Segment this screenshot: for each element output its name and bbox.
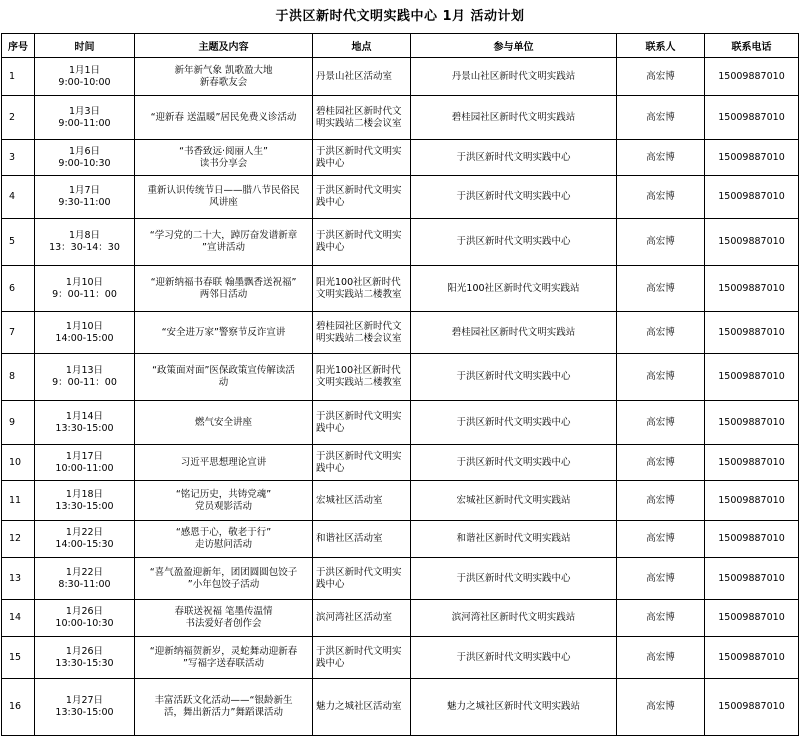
cell-time-line: 9:00-10:30 — [58, 157, 111, 169]
cell-time-line: 1月6日 — [68, 145, 101, 157]
cell-time — [35, 521, 135, 558]
cell-phone: 15009887010 — [705, 266, 799, 312]
cell-time-line: 1月3日 — [68, 105, 101, 117]
cell-theme-line: 习近平思想理论宣讲 — [180, 456, 267, 468]
table-row — [2, 140, 799, 176]
cell-theme — [135, 96, 313, 140]
cell-no: 1 — [2, 58, 35, 96]
cell-org: 丹景山社区新时代文明实践站 — [411, 58, 617, 96]
header-org: 参与单位 — [411, 34, 617, 58]
cell-time-line: 13:30-15:00 — [55, 707, 114, 718]
cell-time-line: 1月10日 — [65, 320, 104, 332]
cell-phone: 15009887010 — [705, 558, 799, 600]
cell-place-line: 和谐社区活动室 — [316, 533, 383, 544]
cell-theme — [135, 521, 313, 558]
cell-contact: 高宏博 — [617, 58, 705, 96]
cell-place-line: 践中心 — [316, 197, 345, 208]
cell-place-line: 践中心 — [316, 462, 345, 474]
cell-no: 10 — [2, 445, 35, 481]
cell-time-line: 8:30-11:00 — [58, 578, 111, 590]
cell-phone: 15009887010 — [705, 401, 799, 445]
table-row — [2, 219, 799, 266]
cell-place-line: 于洪区新时代文明实 — [316, 450, 402, 462]
cell-place — [313, 58, 411, 96]
cell-contact: 高宏博 — [617, 445, 705, 481]
cell-theme-line: ”宣讲活动 — [202, 242, 245, 253]
cell-place — [313, 558, 411, 600]
cell-phone: 15009887010 — [705, 58, 799, 96]
cell-no: 3 — [2, 140, 35, 176]
cell-theme-line: 新年新气象 凯歌盈大地 — [174, 64, 273, 76]
cell-org: 阳光100社区新时代文明实践站 — [411, 266, 617, 312]
cell-theme-line: 党员观影活动 — [194, 500, 252, 512]
cell-no: 14 — [2, 600, 35, 637]
table-row — [2, 401, 799, 445]
cell-time-line: 10:00-11:00 — [55, 462, 114, 474]
cell-theme-line: “学习党的二十大，踔厉奋发谱新章 — [149, 230, 298, 241]
cell-contact: 高宏博 — [617, 558, 705, 600]
cell-place-line: 践中心 — [316, 422, 345, 434]
cell-theme-line: “铭记历史，共铸党魂” — [175, 488, 272, 500]
cell-org: 碧桂园社区新时代文明实践站 — [411, 312, 617, 354]
cell-phone: 15009887010 — [705, 96, 799, 140]
header-phone: 联系电话 — [705, 34, 799, 58]
cell-time — [35, 219, 135, 266]
cell-no: 9 — [2, 401, 35, 445]
cell-time-line: 13:30-15:00 — [55, 422, 114, 434]
cell-place — [313, 637, 411, 679]
cell-time-line: 1月14日 — [65, 410, 104, 422]
cell-time — [35, 401, 135, 445]
cell-contact: 高宏博 — [617, 679, 705, 736]
cell-theme — [135, 266, 313, 312]
activity-table — [1, 33, 799, 736]
cell-time-line: 1月1日 — [68, 64, 101, 76]
cell-theme-line: “书香致远·阅丽人生” — [179, 145, 268, 157]
cell-phone: 15009887010 — [705, 481, 799, 521]
cell-org: 碧桂园社区新时代文明实践站 — [411, 96, 617, 140]
cell-org: 于洪区新时代文明实践中心 — [411, 140, 617, 176]
cell-place-line: 明实践站二楼会议室 — [316, 332, 402, 344]
cell-time — [35, 481, 135, 521]
cell-place-line: 于洪区新时代文明实 — [316, 145, 402, 157]
cell-time-line: 14:00-15:00 — [55, 332, 114, 344]
cell-time — [35, 176, 135, 219]
cell-theme-line: 新春歌友会 — [199, 76, 248, 88]
cell-time-line: 1月18日 — [65, 488, 104, 500]
cell-contact: 高宏博 — [617, 600, 705, 637]
cell-place-line: 阳光100社区新时代 — [316, 365, 401, 376]
cell-no: 13 — [2, 558, 35, 600]
cell-org: 于洪区新时代文明实践中心 — [411, 354, 617, 401]
cell-time-line: 13:30-15:00 — [55, 500, 114, 512]
cell-time-line: 13：30-14：30 — [49, 242, 120, 253]
cell-place-line: 阳光100社区新时代 — [316, 276, 401, 288]
cell-time — [35, 354, 135, 401]
cell-theme — [135, 679, 313, 736]
cell-time — [35, 312, 135, 354]
cell-org: 于洪区新时代文明实践中心 — [411, 637, 617, 679]
cell-theme — [135, 401, 313, 445]
cell-place — [313, 481, 411, 521]
cell-time-line: 1月26日 — [65, 606, 104, 617]
cell-place — [313, 312, 411, 354]
cell-place — [313, 176, 411, 219]
cell-place — [313, 521, 411, 558]
cell-place-line: 于洪区新时代文明实 — [316, 185, 402, 196]
cell-no: 2 — [2, 96, 35, 140]
cell-theme-line: 书法爱好者创作会 — [185, 618, 262, 629]
cell-place-line: 碧桂园社区新时代文 — [316, 320, 402, 332]
cell-place — [313, 679, 411, 736]
cell-time-line: 1月7日 — [68, 185, 101, 196]
table-header-row — [2, 34, 799, 58]
cell-place-line: 碧桂园社区新时代文 — [316, 105, 402, 117]
cell-phone: 15009887010 — [705, 312, 799, 354]
table-row — [2, 445, 799, 481]
cell-contact: 高宏博 — [617, 266, 705, 312]
table-row — [2, 266, 799, 312]
cell-time — [35, 140, 135, 176]
cell-phone: 15009887010 — [705, 354, 799, 401]
cell-org: 于洪区新时代文明实践中心 — [411, 558, 617, 600]
cell-time — [35, 679, 135, 736]
cell-time-line: 14:00-15:30 — [55, 539, 114, 550]
cell-time — [35, 58, 135, 96]
page-title: 于洪区新时代文明实践中心 1月 活动计划 — [275, 9, 525, 24]
cell-phone: 15009887010 — [705, 445, 799, 481]
cell-no: 16 — [2, 679, 35, 736]
cell-time-line: 1月13日 — [65, 365, 104, 376]
cell-time-line: 1月17日 — [65, 450, 104, 462]
cell-time-line: 1月10日 — [65, 276, 104, 288]
cell-time-line: 1月22日 — [65, 527, 104, 538]
cell-theme — [135, 637, 313, 679]
cell-place-line: 践中心 — [316, 242, 345, 253]
cell-theme-line: 春联送祝福 笔墨传温情 — [174, 606, 273, 617]
cell-contact: 高宏博 — [617, 481, 705, 521]
cell-contact: 高宏博 — [617, 401, 705, 445]
cell-org: 滨河湾社区新时代文明实践站 — [411, 600, 617, 637]
cell-theme-line: 重新认识传统节日——腊八节民俗民 — [147, 185, 300, 196]
table-row — [2, 600, 799, 637]
cell-no: 11 — [2, 481, 35, 521]
cell-theme-line: ”写福字送春联活动 — [183, 657, 264, 669]
cell-theme-line: “政策面对面”医保政策宣传解读活 — [152, 365, 295, 376]
cell-time — [35, 600, 135, 637]
cell-no: 8 — [2, 354, 35, 401]
cell-no: 12 — [2, 521, 35, 558]
table-row — [2, 558, 799, 600]
table-row — [2, 354, 799, 401]
cell-contact: 高宏博 — [617, 219, 705, 266]
cell-theme-line: 走访慰问活动 — [194, 539, 252, 550]
cell-theme-line: 动 — [218, 377, 229, 388]
cell-theme — [135, 481, 313, 521]
table-row — [2, 96, 799, 140]
cell-time-line: 1月8日 — [68, 230, 101, 241]
cell-theme — [135, 600, 313, 637]
header-contact: 联系人 — [617, 34, 705, 58]
cell-time — [35, 266, 135, 312]
cell-place-line: 魅力之城社区活动室 — [316, 701, 402, 712]
cell-phone: 15009887010 — [705, 176, 799, 219]
cell-contact: 高宏博 — [617, 637, 705, 679]
cell-theme — [135, 312, 313, 354]
cell-time-line: 1月22日 — [65, 566, 104, 578]
cell-org: 于洪区新时代文明实践中心 — [411, 176, 617, 219]
cell-time — [35, 445, 135, 481]
cell-org: 魅力之城社区新时代文明实践站 — [411, 679, 617, 736]
cell-place-line: 于洪区新时代文明实 — [316, 230, 402, 241]
cell-time-line: 1月27日 — [65, 695, 104, 706]
cell-org: 于洪区新时代文明实践中心 — [411, 219, 617, 266]
cell-org: 宏城社区新时代文明实践站 — [411, 481, 617, 521]
cell-place — [313, 445, 411, 481]
cell-theme — [135, 58, 313, 96]
table-row — [2, 58, 799, 96]
cell-org: 于洪区新时代文明实践中心 — [411, 401, 617, 445]
cell-no: 7 — [2, 312, 35, 354]
cell-theme-line: 活，舞出新活力”舞蹈课活动 — [164, 707, 283, 718]
cell-phone: 15009887010 — [705, 140, 799, 176]
cell-theme-line: “迎新春 送温暖”居民免费义诊活动 — [150, 111, 297, 123]
cell-place-line: 于洪区新时代文明实 — [316, 566, 402, 578]
cell-time — [35, 558, 135, 600]
cell-contact: 高宏博 — [617, 140, 705, 176]
cell-place-line: 践中心 — [316, 157, 345, 169]
cell-contact: 高宏博 — [617, 521, 705, 558]
table-row — [2, 312, 799, 354]
cell-org: 和谐社区新时代文明实践站 — [411, 521, 617, 558]
cell-place — [313, 140, 411, 176]
cell-phone: 15009887010 — [705, 637, 799, 679]
table-row — [2, 521, 799, 558]
cell-place-line: 于洪区新时代文明实 — [316, 410, 402, 422]
cell-theme — [135, 558, 313, 600]
cell-place-line: 文明实践站二楼教室 — [316, 288, 402, 300]
cell-theme — [135, 176, 313, 219]
cell-theme-line: 燃气安全讲座 — [194, 416, 252, 428]
cell-time-line: 10:00-10:30 — [55, 618, 114, 629]
cell-theme-line: “迎新纳福书春联 翰墨飘香送祝福” — [150, 276, 297, 288]
cell-phone: 15009887010 — [705, 600, 799, 637]
cell-time — [35, 637, 135, 679]
header-time: 时间 — [35, 34, 135, 58]
cell-place-line: 文明实践站二楼教室 — [316, 377, 402, 388]
table-row — [2, 679, 799, 736]
cell-time-line: 9:00-10:00 — [58, 76, 111, 88]
cell-place-line: 明实践站二楼会议室 — [316, 117, 402, 129]
cell-place-line: 滨河湾社区活动室 — [316, 612, 393, 623]
cell-org: 于洪区新时代文明实践中心 — [411, 445, 617, 481]
cell-theme-line: “迎新纳福贺新岁，灵蛇舞动迎新春 — [149, 645, 298, 657]
cell-place — [313, 600, 411, 637]
cell-contact: 高宏博 — [617, 176, 705, 219]
table-row — [2, 637, 799, 679]
cell-place — [313, 266, 411, 312]
cell-theme-line: “感恩于心，敬老于行” — [175, 527, 272, 538]
table-row — [2, 481, 799, 521]
cell-time — [35, 96, 135, 140]
table-body — [2, 58, 799, 736]
cell-time-line: 13:30-15:30 — [55, 657, 114, 669]
cell-place — [313, 354, 411, 401]
cell-no: 5 — [2, 219, 35, 266]
cell-contact: 高宏博 — [617, 354, 705, 401]
cell-no: 15 — [2, 637, 35, 679]
cell-place-line: 丹景山社区活动室 — [316, 70, 393, 82]
cell-theme-line: ”小年包饺子活动 — [187, 578, 260, 590]
cell-place — [313, 219, 411, 266]
cell-time-line: 9：00-11：00 — [52, 377, 117, 388]
cell-place — [313, 401, 411, 445]
cell-contact: 高宏博 — [617, 96, 705, 140]
cell-time-line: 9:00-11:00 — [58, 117, 111, 129]
cell-theme — [135, 354, 313, 401]
cell-theme-line: 风讲座 — [209, 197, 238, 208]
cell-phone: 15009887010 — [705, 679, 799, 736]
cell-place — [313, 96, 411, 140]
cell-theme — [135, 140, 313, 176]
cell-theme-line: 读书分享会 — [199, 157, 248, 169]
cell-theme-line: 两邻日活动 — [199, 288, 248, 300]
cell-time-line: 1月26日 — [65, 645, 104, 657]
cell-contact: 高宏博 — [617, 312, 705, 354]
cell-place-line: 践中心 — [316, 578, 345, 590]
cell-theme — [135, 219, 313, 266]
cell-theme-line: “喜气盈盈迎新年，团团圆圆包饺子 — [149, 566, 298, 578]
header-place: 地点 — [313, 34, 411, 58]
cell-no: 4 — [2, 176, 35, 219]
header-no: 序号 — [2, 34, 35, 58]
cell-place-line: 于洪区新时代文明实 — [316, 645, 402, 657]
cell-place-line: 宏城社区活动室 — [316, 494, 383, 506]
header-theme: 主题及内容 — [135, 34, 313, 58]
cell-theme-line: “安全进万家”警察节反诈宣讲 — [161, 326, 286, 338]
cell-place-line: 践中心 — [316, 657, 345, 669]
cell-no: 6 — [2, 266, 35, 312]
cell-theme — [135, 445, 313, 481]
cell-time-line: 9:30-11:00 — [58, 197, 111, 208]
cell-time-line: 9：00-11：00 — [52, 288, 117, 300]
cell-phone: 15009887010 — [705, 521, 799, 558]
cell-phone: 15009887010 — [705, 219, 799, 266]
table-row — [2, 176, 799, 219]
cell-theme-line: 丰富活跃文化活动——“银龄新生 — [154, 695, 293, 706]
